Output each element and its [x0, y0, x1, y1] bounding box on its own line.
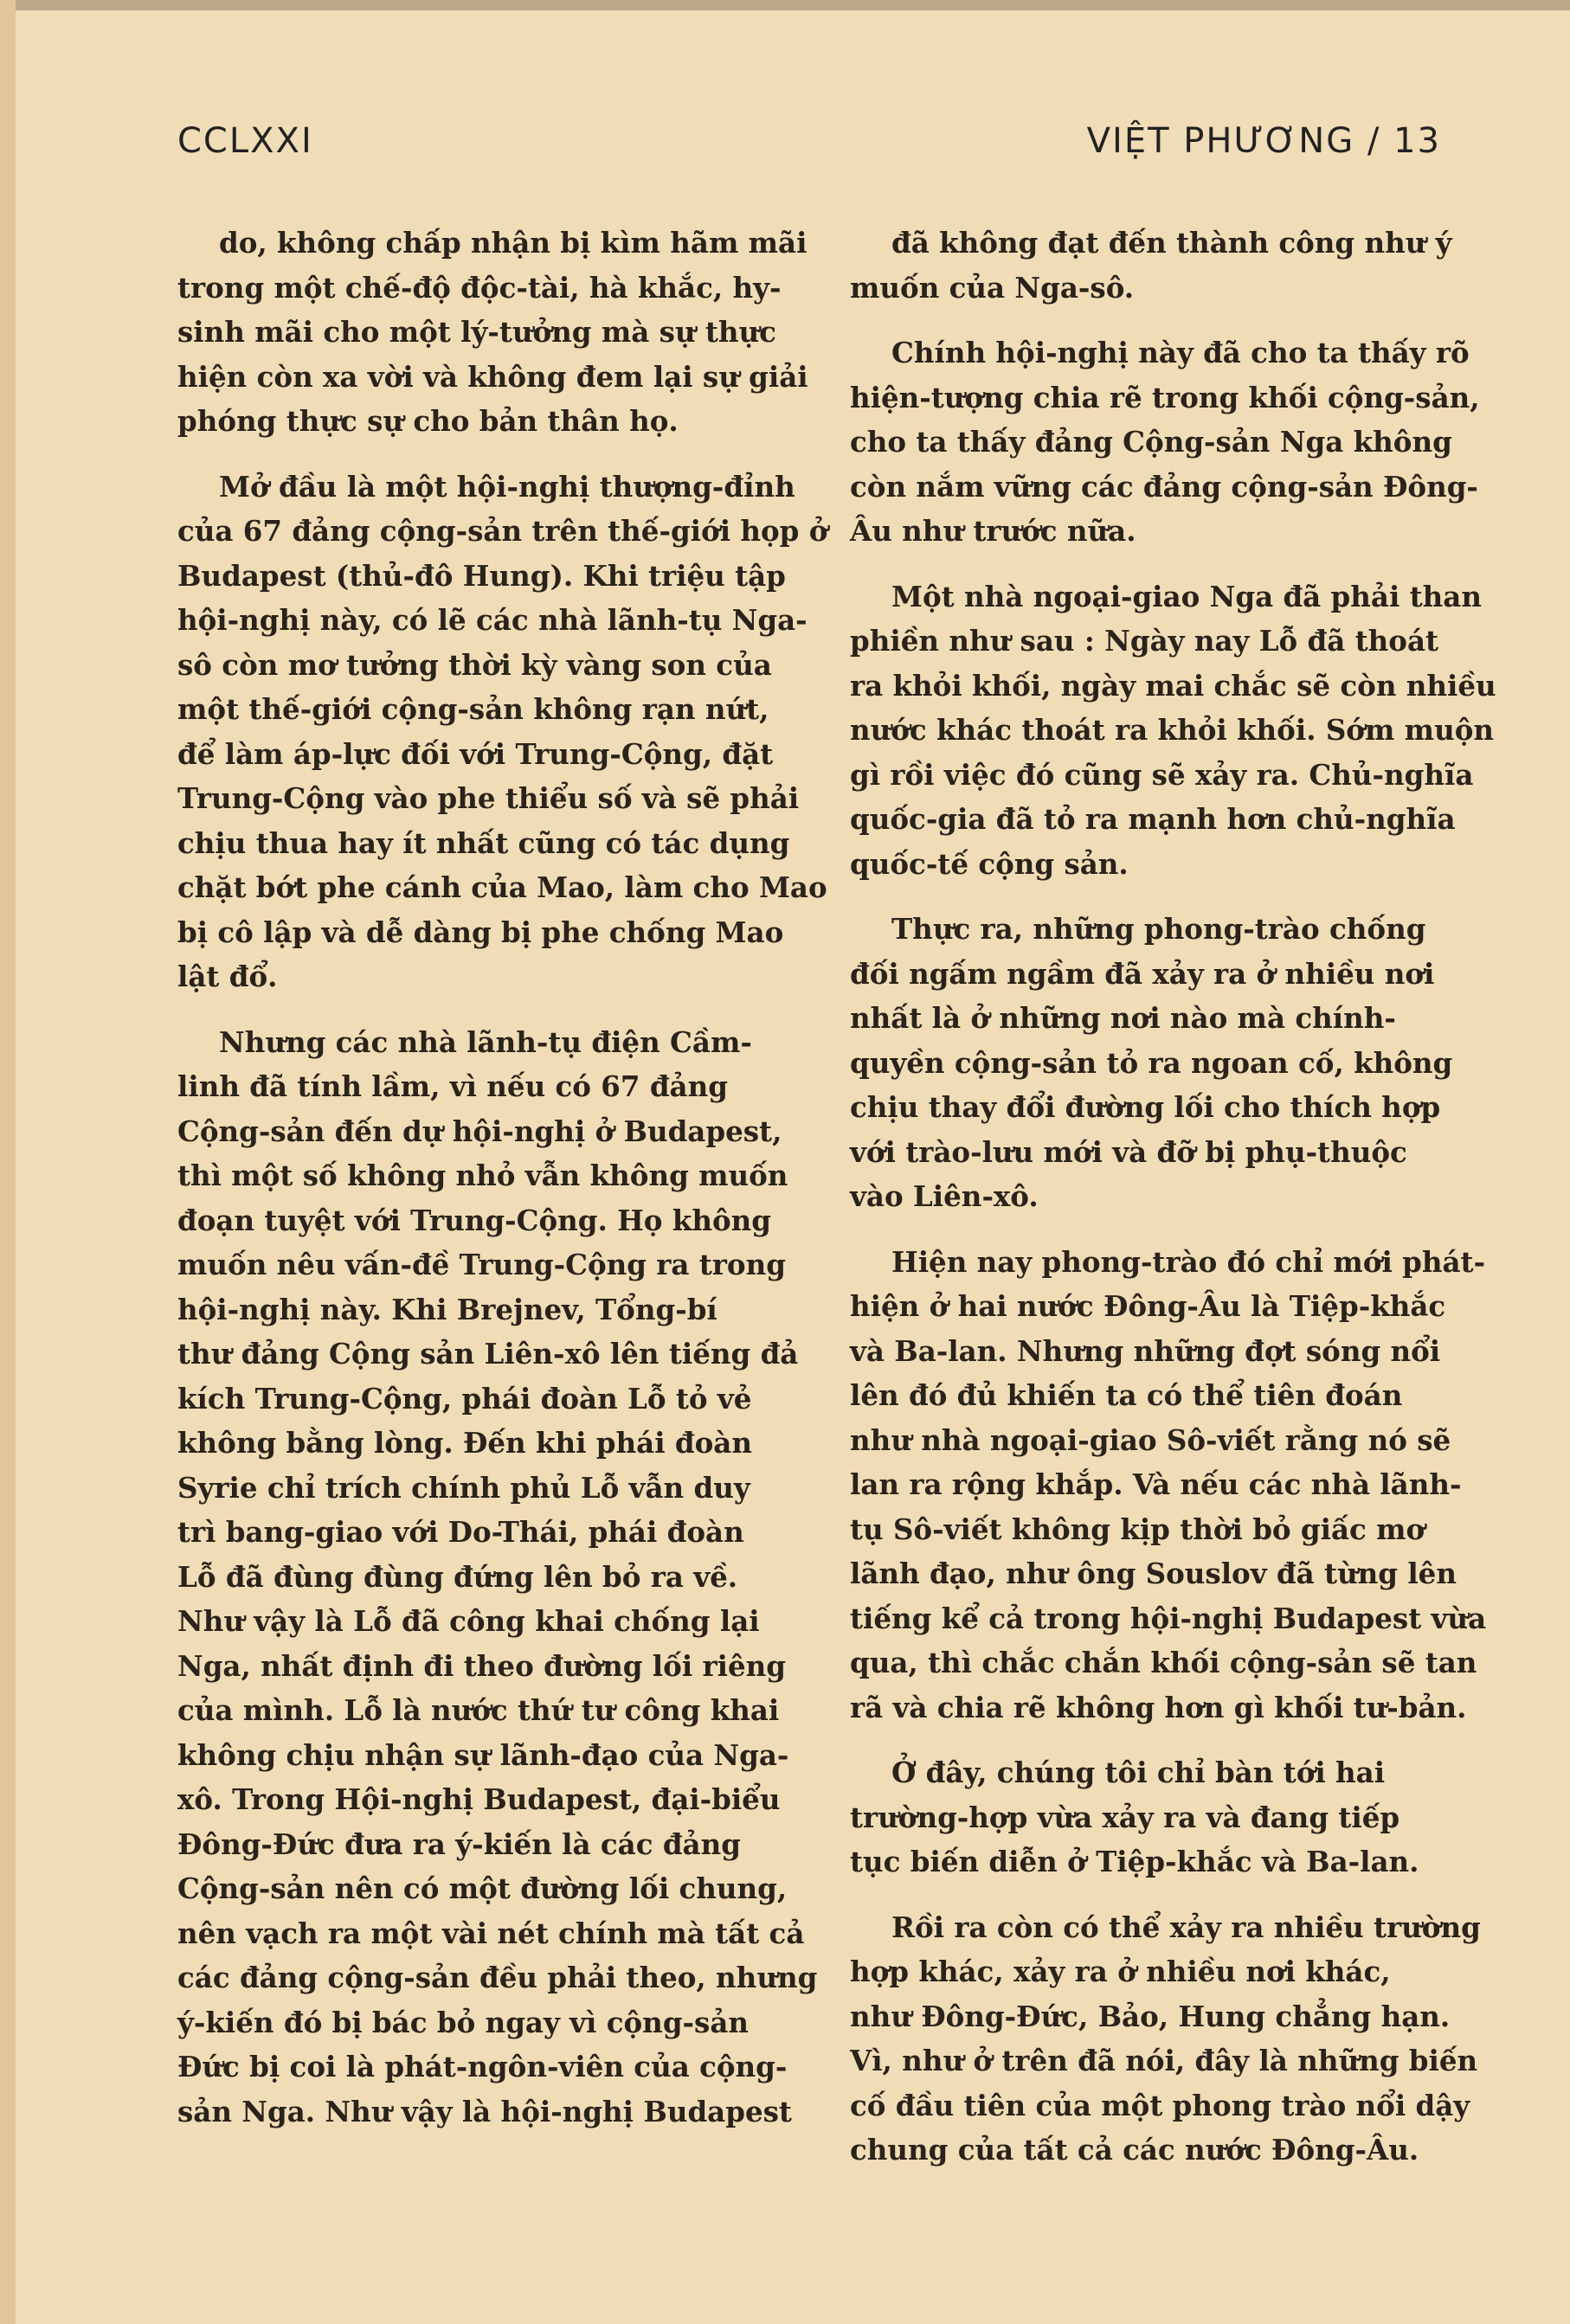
roman-numeral: CCLXXI	[177, 121, 313, 161]
text-line: do, không chấp nhận bị kìm hãm mãi	[219, 226, 808, 260]
text-line: cố đầu tiên của một phong trào nổi dậy	[850, 2088, 1470, 2122]
text-line: đoạn tuyệt với Trung-Cộng. Họ không	[177, 1203, 771, 1237]
text-line: ý-kiến đó bị bác bỏ ngay vì cộng-sản	[177, 2005, 750, 2039]
text-line: không chịu nhận sự lãnh-đạo của Nga-	[177, 1737, 789, 1772]
text-line: bị cô lập và dễ dàng bị phe chống Mao	[177, 915, 784, 949]
text-line: sản Nga. Như vậy là hội-nghị Budapest	[177, 2094, 792, 2128]
left-paragraph	[177, 1020, 818, 2135]
text-line: tiếng kể cả trong hội-nghị Budapest vừa	[850, 1601, 1487, 1635]
right-text-column	[850, 221, 1496, 2193]
text-line: Âu như trước nữa.	[850, 514, 1136, 548]
text-line: hiện-tượng chia rẽ trong khối cộng-sản,	[850, 380, 1480, 414]
text-line: Đức bị coi là phát-ngôn-viên của cộng-	[177, 2050, 788, 2083]
text-line: sinh mãi cho một lý-tưởng mà sự thực	[177, 315, 776, 349]
text-line: chịu thay đổi đường lối cho thích hợp	[850, 1090, 1441, 1124]
text-line: quyền cộng-sản tỏ ra ngoan cố, không	[850, 1045, 1453, 1080]
text-line: của mình. Lỗ là nước thứ tư công khai	[177, 1693, 780, 1727]
text-line: nhất là ở những nơi nào mà chính-	[850, 1001, 1396, 1035]
page-top-edge	[0, 0, 1570, 10]
text-line: lãnh đạo, như ông Souslov đã từng lên	[850, 1557, 1457, 1590]
text-line: tục biến diễn ở Tiệp-khắc và Ba-lan.	[850, 1845, 1419, 1878]
text-line: với trào-lưu mới và đỡ bị phụ-thuộc	[850, 1134, 1407, 1169]
text-line: các đảng cộng-sản đều phải theo, nhưng	[177, 1961, 818, 1994]
text-line: kích Trung-Cộng, phái đoàn Lỗ tỏ vẻ	[177, 1381, 752, 1416]
text-line: để làm áp-lực đối với Trung-Cộng, đặt	[177, 736, 774, 771]
text-line: không bằng lòng. Đến khi phái đoàn	[177, 1426, 752, 1460]
text-line: chặt bớt phe cánh của Mao, làm cho Mao	[177, 870, 827, 904]
text-line: còn nắm vững các đảng cộng-sản Đông-	[850, 469, 1478, 504]
text-line: trường-hợp vừa xảy ra và đang tiếp	[850, 1800, 1400, 1834]
text-line: trì bang-giao với Do-Thái, phái đoàn	[177, 1515, 744, 1549]
text-line: chung của tất cả các nước Đông-Âu.	[850, 2133, 1419, 2167]
running-title: VIỆT PHƯƠNG / 13	[1086, 121, 1441, 161]
text-line: Cộng-sản nên có một đường lối chung,	[177, 1871, 788, 1905]
text-line: Ở đây, chúng tôi chỉ bàn tới hai	[891, 1756, 1386, 1789]
text-line: lên đó đủ khiến ta có thể tiên đoán	[850, 1378, 1403, 1412]
text-line: Trung-Cộng vào phe thiểu số và sẽ phải	[177, 781, 800, 815]
text-line: nên vạch ra một vài nét chính mà tất cả	[177, 1916, 805, 1950]
text-line: hợp khác, xảy ra ở nhiều nơi khác,	[850, 1955, 1391, 1988]
text-line: Rồi ra còn có thể xảy ra nhiều trường	[891, 1910, 1481, 1944]
text-line: rã và chia rẽ không hơn gì khối tư-bản.	[850, 1690, 1467, 1724]
right-paragraph	[850, 907, 1464, 1219]
right-paragraph	[850, 331, 1480, 554]
right-paragraph	[850, 1750, 1464, 1884]
text-line: thì một số không nhỏ vẫn không muốn	[177, 1159, 788, 1192]
text-line: phiền như sau : Ngày nay Lỗ đã thoát	[850, 624, 1439, 658]
text-line: Lỗ đã đùng đùng đứng lên bỏ ra về.	[177, 1559, 738, 1594]
text-line: lật đổ.	[177, 960, 278, 993]
text-line: thư đảng Cộng sản Liên-xô lên tiếng đả	[177, 1337, 799, 1371]
text-line: Nga, nhất định đi theo đường lối riêng	[177, 1648, 786, 1683]
text-line: Cộng-sản đến dự hội-nghị ở Budapest,	[177, 1114, 782, 1148]
text-line: trong một chế-độ độc-tài, hà khắc, hy-	[177, 270, 782, 305]
right-paragraph	[850, 1240, 1487, 1730]
text-line: Budapest (thủ-đô Hung). Khi triệu tập	[177, 558, 786, 593]
right-paragraph	[850, 1905, 1481, 2173]
left-text-column	[177, 221, 828, 2154]
right-paragraph	[850, 575, 1496, 887]
text-line: Vì, như ở trên đã nói, đây là những biến	[850, 2044, 1478, 2077]
text-line: hội-nghị này, có lẽ các nhà lãnh-tụ Nga-	[177, 603, 808, 637]
text-line: Thực ra, những phong-trào chống	[891, 912, 1426, 946]
text-line: sô còn mơ tưởng thời kỳ vàng son của	[177, 647, 772, 682]
text-line: đối ngấm ngầm đã xảy ra ở nhiều nơi	[850, 956, 1435, 991]
text-line: quốc-gia đã tỏ ra mạnh hơn chủ-nghĩa	[850, 802, 1456, 836]
text-line: nước khác thoát ra khỏi khối. Sớm muộn	[850, 713, 1495, 747]
text-line: hiện ở hai nước Đông-Âu là Tiệp-khắc	[850, 1289, 1446, 1323]
text-line: vào Liên-xô.	[850, 1179, 1039, 1213]
page-spine-shadow	[0, 0, 16, 2324]
text-line: quốc-tế cộng sản.	[850, 846, 1129, 881]
text-line: như Đông-Đức, Bảo, Hung chẳng hạn.	[850, 1999, 1451, 2033]
text-line: hội-nghị này. Khi Brejnev, Tổng-bí	[177, 1292, 717, 1326]
text-line: gì rồi việc đó cũng sẽ xảy ra. Chủ-nghĩa	[850, 757, 1474, 792]
text-line: Chính hội-nghị này đã cho ta thấy rõ	[891, 336, 1470, 369]
right-paragraph	[850, 221, 1464, 310]
text-line: Như vậy là Lỗ đã công khai chống lại	[177, 1604, 760, 1638]
running-header	[177, 121, 1441, 173]
left-paragraph	[177, 221, 808, 444]
text-line: Một nhà ngoại-giao Nga đã phải than	[891, 579, 1482, 613]
text-line: đã không đạt đến thành công như ý	[891, 226, 1452, 260]
text-line: Đông-Đức đưa ra ý-kiến là các đảng	[177, 1826, 741, 1861]
text-line: Mở đầu là một hội-nghị thượng-đỉnh	[219, 469, 795, 504]
text-line: của 67 đảng cộng-sản trên thế-giới họp ở	[177, 514, 828, 548]
text-line: và Ba-lan. Nhưng những đợt sóng nổi	[850, 1333, 1441, 1368]
text-line: muốn nêu vấn-đề Trung-Cộng ra trong	[177, 1248, 786, 1281]
text-line: tụ Sô-viết không kịp thời bỏ giấc mơ	[850, 1512, 1425, 1546]
text-line: như nhà ngoại-giao Sô-viết rằng nó sẽ	[850, 1422, 1451, 1457]
text-line: cho ta thấy đảng Cộng-sản Nga không	[850, 425, 1452, 459]
text-line: ra khỏi khối, ngày mai chắc sẽ còn nhiều	[850, 668, 1496, 703]
text-line: chịu thua hay ít nhất cũng có tác dụng	[177, 825, 790, 860]
text-line: linh đã tính lầm, vì nếu có 67 đảng	[177, 1069, 728, 1103]
text-line: hiện còn xa vời và không đem lại sự giải	[177, 359, 808, 394]
text-line: Syrie chỉ trích chính phủ Lỗ vẫn duy	[177, 1470, 750, 1505]
text-line: qua, thì chắc chắn khối cộng-sản sẽ tan	[850, 1646, 1477, 1679]
text-line: một thế-giới cộng-sản không rạn nứt,	[177, 692, 769, 726]
text-line: phóng thực sự cho bản thân họ.	[177, 404, 679, 438]
text-line: muốn của Nga-sô.	[850, 270, 1135, 305]
text-line: Hiện nay phong-trào đó chỉ mới phát-	[891, 1244, 1486, 1279]
text-line: Nhưng các nhà lãnh-tụ điện Cầm-	[219, 1024, 752, 1059]
text-line: xô. Trong Hội-nghị Budapest, đại-biểu	[177, 1782, 781, 1816]
left-paragraph	[177, 465, 828, 999]
text-line: lan ra rộng khắp. Và nếu các nhà lãnh-	[850, 1467, 1462, 1501]
